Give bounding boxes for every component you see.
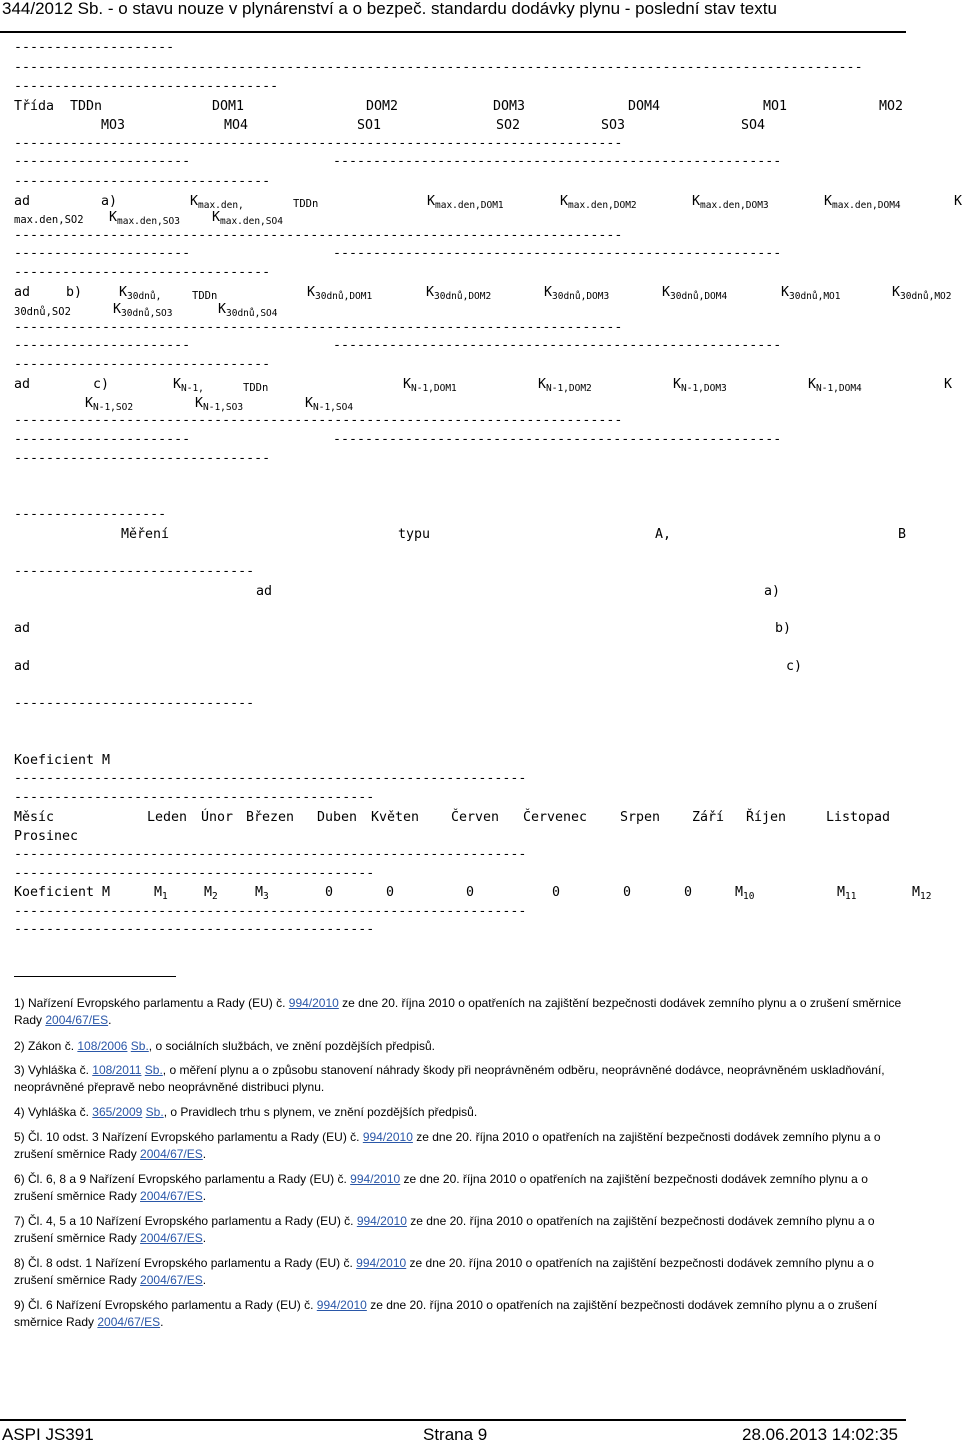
footnote-link[interactable]: 365/2009 [92,1105,143,1119]
coef-cell: $K_{N-1,DOM3}$ [673,377,727,394]
column-header: MO4 [224,118,249,133]
coef-cell-cut: K [954,194,962,209]
rule: -------------------------------------------------------- [333,432,782,447]
footnote-link[interactable]: 2004/67/ES [97,1315,161,1329]
rule: ---------------------------------------------------------------------------- [14,320,623,335]
footnote-7: 7) Čl. 4, 5 a 10 Nařízení Evropského parlamentu a Rady (EU) č. 994/2010 ze dne 20. října 2010 o opatřeních na zajištění bezpečnosti dodávek zemního plynu a o zrušení směrnice Rady 2004/67/ES. [14,1214,875,1245]
footnote-link[interactable]: 2004/67/ES [140,1147,203,1161]
month-header: Říjen [746,810,787,825]
section-title: Koeficient M [14,753,111,768]
footnote-link[interactable]: 994/2010 [356,1256,407,1270]
mereni-word: Měření [121,527,170,542]
footnote-5: 5) Čl. 10 odst. 3 Nařízení Evropského parlamentu a Rady (EU) č. 994/2010 ze dne 20. října 2010 o opatřeních na zajištění bezpečnosti dodávek zemního plynu a o zrušení směrnice Rady 2004/67/ES. [14,1130,881,1161]
coef-cell: $K_{max.den,DOM4}$ [824,194,901,211]
m-value: $M_{12}$ [912,885,932,902]
m-value: 0 [684,885,693,900]
coef-cell: $K_{30dnů,}$ [119,285,162,302]
rule: -------------------------------- [14,174,271,189]
coef-cell: $K_{30dnů,MO1}$ [781,285,841,302]
footnote-link[interactable]: 2004/67/ES [140,1189,203,1203]
rule: --------------------------------------------- [14,866,375,881]
footnote-1: 1) Nařízení Evropského parlamentu a Rady (EU) č. 994/2010 ze dne 20. října 2010 o opatřeních na zajištění bezpečnosti dodávek zemního plynu a o zrušení směrnice Rady 2004/67/ES. [14,996,902,1027]
column-header: DOM2 [366,99,399,114]
coef-cell-cut: K [944,377,953,392]
rule: ---------------------- [14,432,191,447]
coef-cell: $K_{N-1,SO3}$ [195,396,244,413]
footnote-2: 2) Zákon č. 108/2006 Sb., o sociálních službách, ve znění pozdějších předpisů. [14,1039,435,1053]
coef-cell: TDDn [293,198,319,210]
column-header: DOM3 [493,99,526,114]
column-header: SO2 [496,118,521,133]
footer-timestamp: 28.06.2013 14:02:35 [742,1425,898,1444]
rule: ---------------------- [14,246,191,261]
coef-cell: $K_{N-1,SO2}$ [85,396,134,413]
coef-cell: TDDn [192,290,218,302]
mereni-item: a) [764,584,781,599]
rule: ------------------------------ [14,564,255,579]
coef-cell: $K_{30dnů,DOM4}$ [662,285,728,302]
coef-cell: $K_{30dnů,SO4}$ [218,302,278,319]
rule: ---------------------------------------------------------------- [14,904,527,919]
footer-rule [0,1419,906,1421]
mereni-ad: ad [256,584,273,599]
rule: -------------------------------- [14,357,271,372]
coef-cell: $K_{max.den,SO3}$ [109,210,180,227]
coef-cell: 30dnů,SO2 [14,306,71,318]
rule: -------------------------------------------------------- [333,338,782,353]
mereni-item: b) [775,621,792,636]
rule: ---------------------------------------------------------------- [14,847,527,862]
coef-cell: $K_{N-1,DOM2}$ [538,377,592,394]
mereni-word: A, [655,527,672,542]
footer-page-number: Strana 9 [423,1425,488,1444]
month-header: Srpen [620,810,661,825]
footnote-9: 9) Čl. 6 Nařízení Evropského parlamentu a Rady (EU) č. 994/2010 ze dne 20. října 2010 o opatřeních na zajištění bezpečnosti dodávek zemního plynu a o zrušení směrnice Rady 2004/67/ES. [14,1298,878,1329]
coef-cell: TDDn [243,382,269,394]
m-value: $M_{11}$ [837,885,857,902]
coef-cell: $K_{30dnů,DOM3}$ [544,285,610,302]
coef-cell: max.den,SO2 [14,214,84,226]
footnote-link[interactable]: 108/2006 [77,1039,128,1053]
column-header: SO1 [357,118,382,133]
footnote-link[interactable]: 994/2010 [356,1214,407,1228]
column-header: MO1 [763,99,788,114]
rule: ---------------------- [14,154,191,169]
m-value: 0 [623,885,632,900]
rule: ------------------------------ [14,696,255,711]
m-value: $M_2$ [204,885,218,902]
mereni-word: B [898,527,907,542]
row-label: b) [66,285,83,300]
rule: ------------------- [14,507,167,522]
rule: ---------------------------------------------------------------------------- [14,228,623,243]
footnote-link[interactable]: 2004/67/ES [45,1013,109,1027]
month-header: Březen [246,810,295,825]
row-label: c) [93,377,110,392]
row-ad: ad [14,194,31,209]
coef-cell: $K_{max.den,DOM1}$ [427,194,504,211]
mereni-ad: ad [14,621,31,636]
column-header: SO4 [741,118,766,133]
row-label: a) [101,194,118,209]
rule: -------------------------------- [14,451,271,466]
coef-cell: $K_{30dnů,SO3}$ [113,302,173,319]
mereni-ad: ad [14,659,31,674]
rule: -------------------------------------------------------- [333,246,782,261]
document-title: 344/2012 Sb. - o stavu nouze v plynárenství a o bezpeč. standardu dodávky plynu - poslední stav textu [2,0,777,18]
coef-cell: $K_{N-1,DOM4}$ [808,377,862,394]
month-header: Prosinec [14,829,79,844]
row-ad: ad [14,285,31,300]
rule: --------------------------------------------- [14,922,375,937]
rule: -------------------------------- [14,265,271,280]
month-header: Duben [317,810,358,825]
month-header: Září [692,810,725,825]
footnote-link[interactable]: 2004/67/ES [140,1273,203,1287]
footnote-link[interactable]: Sb. [144,1063,163,1077]
coef-cell: $K_{30dnů,DOM1}$ [307,285,373,302]
footnote-link[interactable]: Sb. [130,1039,149,1053]
rule: --------------------------------- [14,79,279,94]
column-header: MO3 [101,118,126,133]
coef-cell: $K_{max.den,SO4}$ [212,210,283,227]
month-header: Červen [451,810,500,825]
m-value: 0 [325,885,334,900]
footnote-link[interactable]: 994/2010 [288,996,339,1010]
row-label: Koeficient M [14,885,111,900]
column-header: TDDn [70,99,103,114]
footnote-separator [14,976,176,977]
column-header: DOM1 [212,99,245,114]
coef-cell: $K_{30dnů,MO2}$ [892,285,952,302]
footnote-link[interactable]: 2004/67/ES [140,1231,203,1245]
m-value: 0 [552,885,561,900]
month-header: Měsíc [14,810,55,825]
footnote-link[interactable]: 994/2010 [362,1130,413,1144]
rule: ---------------------------------------------------------------------------------------------------------- [14,60,863,75]
coef-cell: $K_{N-1,SO4}$ [305,396,354,413]
row-ad: ad [14,377,31,392]
footnote-link[interactable]: 108/2011 [92,1063,142,1077]
column-header: SO3 [601,118,626,133]
column-header: MO2 [879,99,904,114]
coef-cell: $K_{max.den,DOM2}$ [560,194,637,211]
footnote-3: 3) Vyhláška č. 108/2011 Sb., o měření plynu a o způsobu stanovení náhrady škody při neoprávněném odběru, neoprávněné dodávce, neoprávněném uskladňování, neoprávněné přepravě nebo neoprávněné distribuci plynu. [14,1063,885,1094]
rule: -------------------- [14,40,175,55]
coef-cell: $K_{max.den,DOM3}$ [692,194,769,211]
footnote-link[interactable]: 994/2010 [316,1298,367,1312]
m-value: $M_3$ [255,885,269,902]
rule: -------------------------------------------------------- [333,154,782,169]
rule: ---------------------------------------------------------------------------- [14,136,623,151]
rule: ---------------------------------------------------------------------------- [14,413,623,428]
rule: ---------------------- [14,338,191,353]
mereni-item: c) [786,659,803,674]
m-value: $M_1$ [154,885,168,902]
footnote-4: 4) Vyhláška č. 365/2009 Sb., o Pravidlech trhu s plynem, ve znění pozdějších předpisů. [14,1105,478,1119]
m-value: 0 [386,885,395,900]
m-value: $M_{10}$ [735,885,755,902]
footnote-link[interactable]: Sb. [145,1105,164,1119]
coef-cell: $K_{30dnů,DOM2}$ [426,285,492,302]
month-header: Květen [371,810,420,825]
rule: ---------------------------------------------------------------- [14,771,527,786]
rule: --------------------------------------------- [14,790,375,805]
footnote-6: 6) Čl. 6, 8 a 9 Nařízení Evropského parlamentu a Rady (EU) č. 994/2010 ze dne 20. října 2010 o opatřeních na zajištění bezpečnosti dodávek zemního plynu a o zrušení směrnice Rady 2004/67/ES. [14,1172,868,1203]
month-header: Leden [147,810,188,825]
m-value: 0 [466,885,475,900]
footnote-8: 8) Čl. 8 odst. 1 Nařízení Evropského parlamentu a Rady (EU) č. 994/2010 ze dne 20. října 2010 o opatřeních na zajištění bezpečnosti dodávek zemního plynu a o zrušení směrnice Rady 2004/67/ES. [14,1256,874,1287]
month-header: Únor [201,810,234,825]
column-header: Třída [14,99,55,114]
month-header: Listopad [826,810,891,825]
column-header: DOM4 [628,99,661,114]
month-header: Červenec [523,810,588,825]
coef-cell: $K_{max.den,}$ [190,194,244,211]
coef-cell: $K_{N-1,}$ [173,377,204,394]
mereni-word: typu [398,527,431,542]
coef-cell: $K_{N-1,DOM1}$ [403,377,457,394]
header-rule [0,31,906,33]
footer-source: ASPI JS391 [2,1425,94,1444]
footnote-link[interactable]: 994/2010 [350,1172,401,1186]
